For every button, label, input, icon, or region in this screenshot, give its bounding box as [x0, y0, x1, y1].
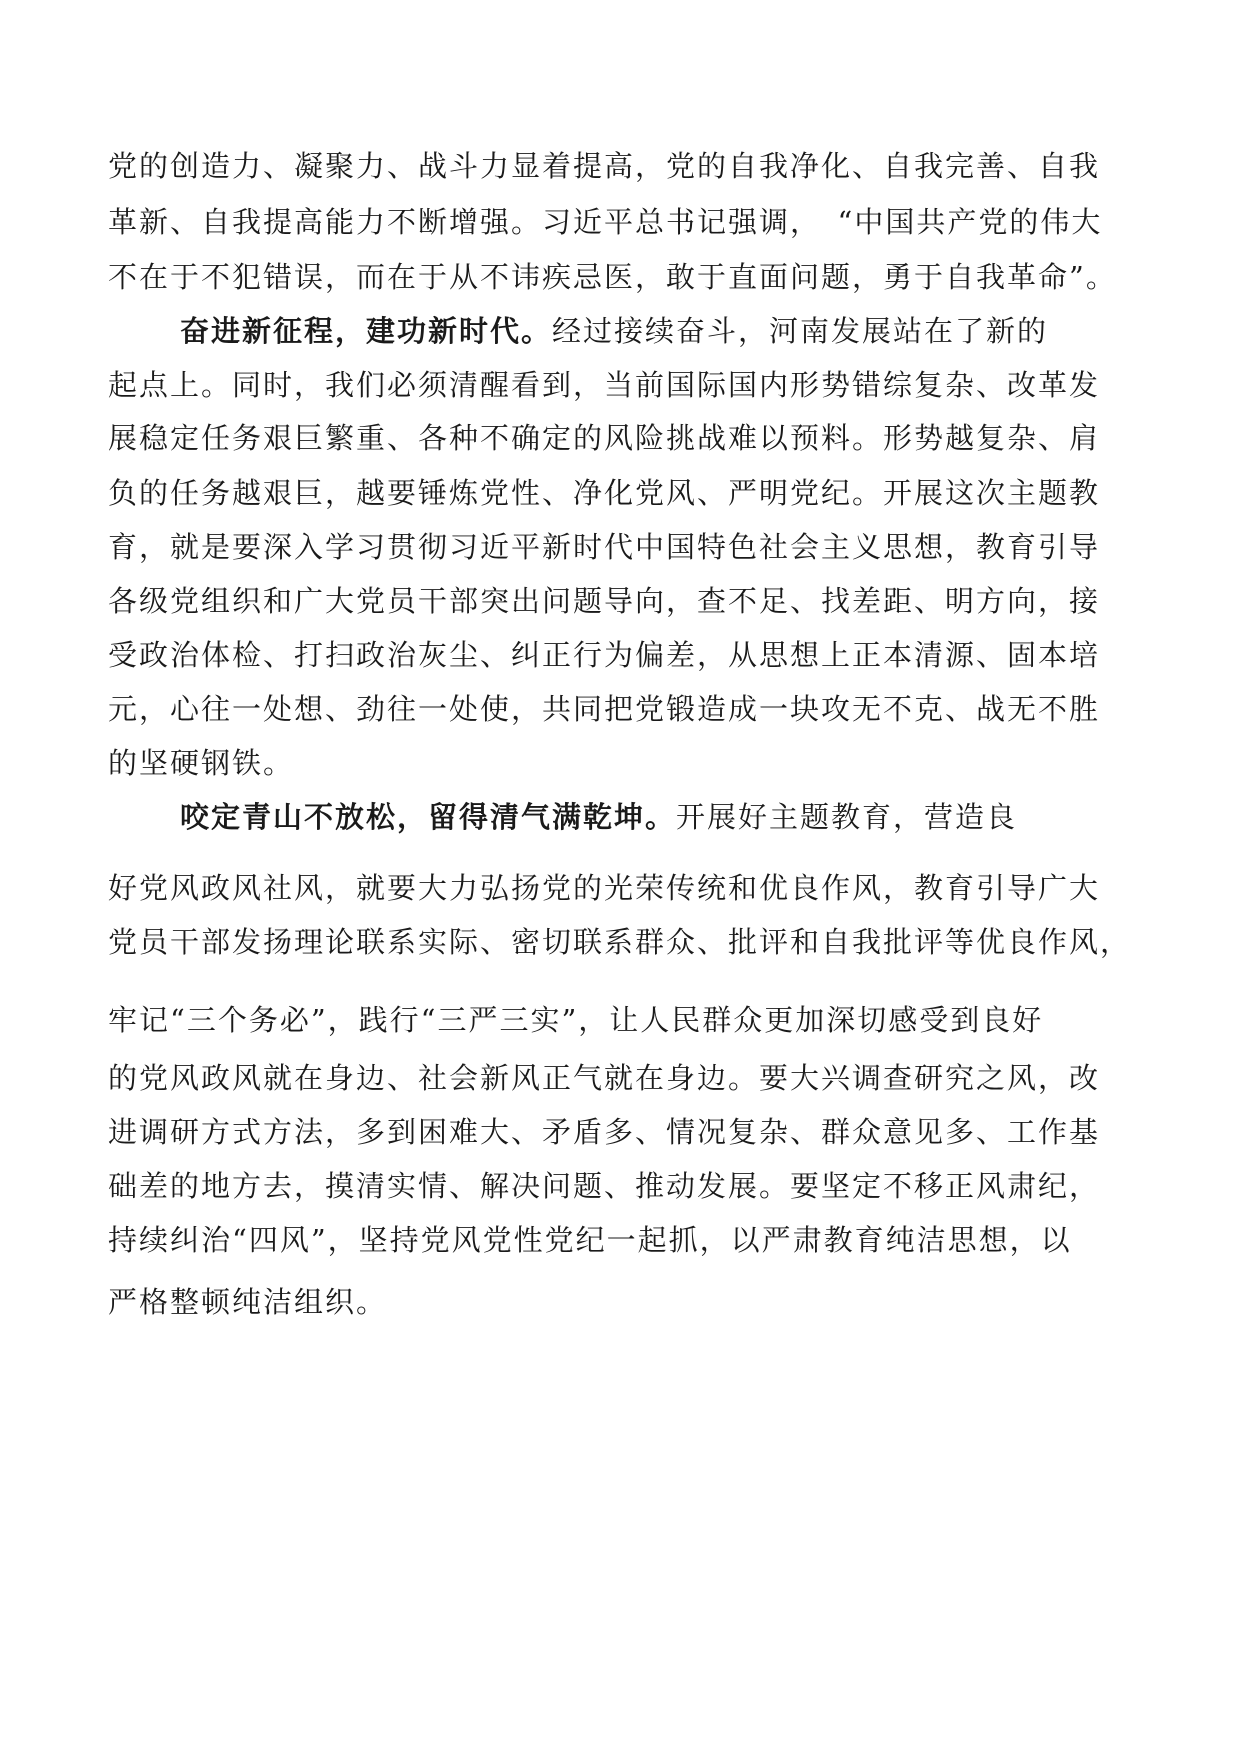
- paragraph-line: 严格整顿纯洁组织。: [108, 1285, 388, 1319]
- paragraph-line: 展稳定任务艰巨繁重、各种不确定的风险挑战难以预料。形势越复杂、肩: [108, 421, 1101, 455]
- paragraph-line: 起点上。同时，我们必须清醒看到，当前国际国内形势错综复杂、改革发: [108, 368, 1101, 402]
- paragraph-line: 进调研方式方法，多到困难大、矛盾多、情况复杂、群众意见多、工作基: [108, 1115, 1101, 1149]
- paragraph-line: 牢记“三个务必”，践行“三严三实”，让人民群众更加深切感受到良好: [108, 1003, 1044, 1037]
- paragraph-line: 各级党组织和广大党员干部突出问题导向，查不足、找差距、明方向，接: [108, 584, 1101, 618]
- paragraph-line: 受政治体检、打扫政治灰尘、纠正行为偏差，从思想上正本清源、固本培: [108, 638, 1101, 672]
- paragraph-line: 党员干部发扬理论联系实际、密切联系群众、批评和自我批评等优良作风，: [108, 925, 1132, 959]
- paragraph-line: 持续纠治“四风”，坚持党风党性党纪一起抓，以严肃教育纯洁思想，以: [108, 1223, 1072, 1257]
- paragraph-line: 的党风政风就在身边、社会新风正气就在身边。要大兴调查研究之风，改: [108, 1061, 1101, 1095]
- paragraph-heading-line: [180, 311, 1210, 351]
- paragraph-line: 元，心往一处想、劲往一处使，共同把党锻造成一块攻无不克、战无不胜: [108, 692, 1101, 726]
- paragraph-line: 育，就是要深入学习贯彻习近平新时代中国特色社会主义思想，教育引导: [108, 530, 1101, 564]
- paragraph-text: 经过接续奋斗，河南发展站在了新的: [552, 314, 1049, 348]
- paragraph-line: 负的任务越艰巨，越要锤炼党性、净化党风、严明党纪。开展这次主题教: [108, 476, 1101, 510]
- paragraph-line: 好党风政风社风，就要大力弘扬党的光荣传统和优良作风，教育引导广大: [108, 871, 1101, 905]
- paragraph-line: 党的创造力、凝聚力、战斗力显着提高，党的自我净化、自我完善、自我: [108, 149, 1101, 183]
- paragraph-line: 础差的地方去，摸清实情、解决问题、推动发展。要坚定不移正风肃纪，: [108, 1169, 1101, 1203]
- section-heading-1: 奋进新征程，建功新时代。: [180, 314, 553, 348]
- paragraph-heading-line: [180, 797, 1210, 837]
- paragraph-line: 革新、自我提高能力不断增强。习近平总书记强调， “中国共产党的伟大: [108, 205, 1103, 239]
- section-heading-2: 咬定青山不放松，留得清气满乾坤。: [180, 800, 677, 834]
- paragraph-text: 开展好主题教育，营造良: [676, 800, 1018, 834]
- paragraph-line: 的坚硬钢铁。: [108, 746, 295, 780]
- paragraph-line: 不在于不犯错误，而在于从不讳疾忌医，敢于直面问题，勇于自我革命”。: [108, 260, 1117, 294]
